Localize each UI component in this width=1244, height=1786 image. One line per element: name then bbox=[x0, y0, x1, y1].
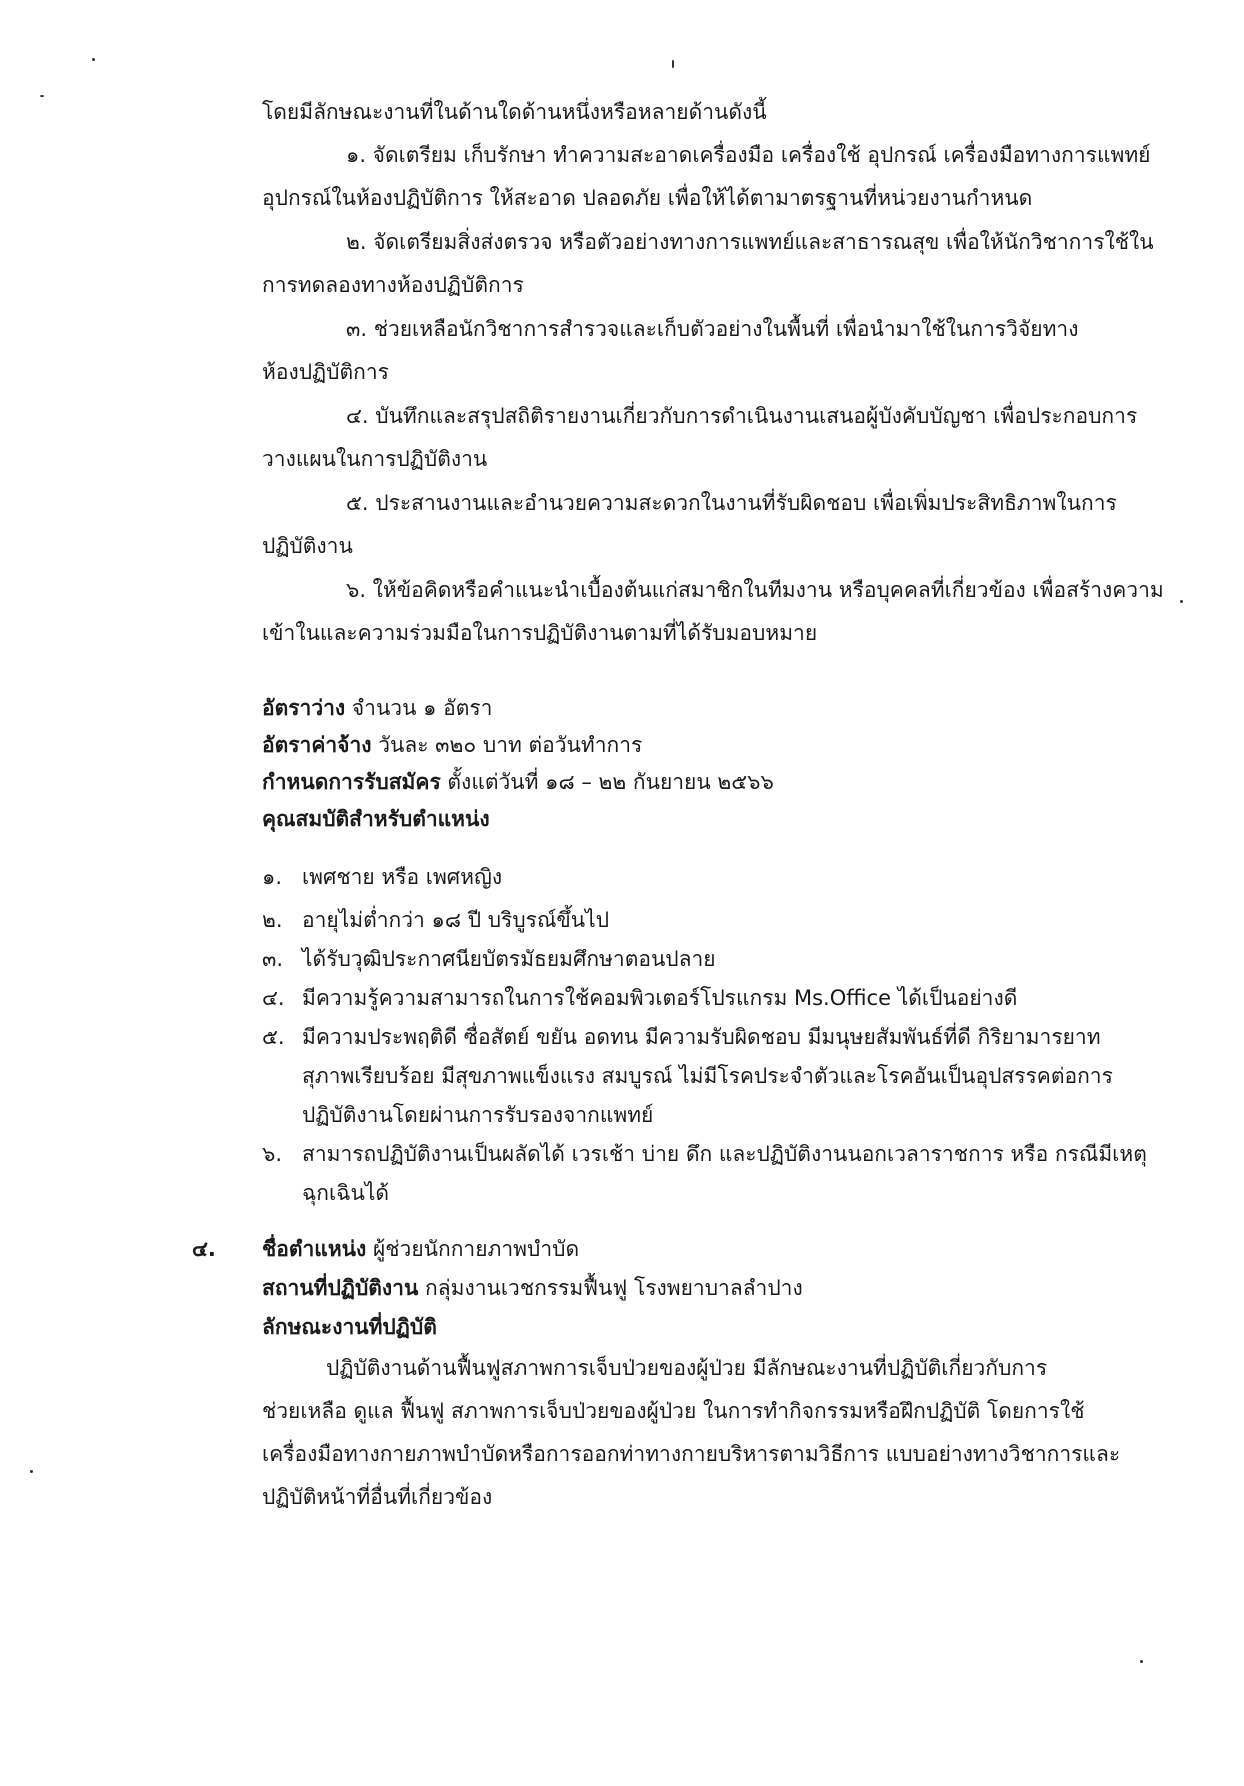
wage-value: วันละ ๓๒๐ บาท ต่อวันทำการ bbox=[378, 733, 643, 757]
duty-1-line-2: อุปกรณ์ในห้องปฏิบัติการ ให้สะอาด ปลอดภัย เพื่อให้ได้ตามาตรฐานที่หน่วยงานกำหนด bbox=[262, 186, 1033, 210]
qualification-4-text: มีความรู้ความสามารถในการใช้คอมพิวเตอร์โปรแกรม Ms.Office ได้เป็นอย่างดี bbox=[302, 986, 1018, 1010]
qualification-5-text-line-1: มีความประพฤติดี ซื่อสัตย์ ขยัน อดทน มีความรับผิดชอบ มีมนุษยสัมพันธ์ที่ดี กิริยามารยาท bbox=[302, 1025, 1101, 1049]
position-title-value: ผู้ช่วยนักกายภาพบำบัด bbox=[372, 1237, 580, 1261]
scan-speck bbox=[40, 95, 44, 97]
duty-4-line-2: วางแผนในการปฏิบัติงาน bbox=[262, 447, 488, 471]
position-title-label: ชื่อตำแหน่ง bbox=[262, 1237, 367, 1261]
duty-5-line-1: ๕. ประสานงานและอำนวยความสะดวกในงานที่รับผิดชอบ เพื่อเพิ่มประสิทธิภาพในการ bbox=[346, 491, 1117, 515]
duty-6-line-1: ๖. ให้ข้อคิดหรือคำแนะนำเบื้องต้นแก่สมาชิกในทีมงาน หรือบุคคลที่เกี่ยวข้อง เพื่อสร้างความ bbox=[346, 578, 1164, 602]
scan-speck bbox=[1180, 600, 1183, 603]
duty-4-line-1: ๔. บันทึกและสรุปสถิติรายงานเกี่ยวกับการดำเนินงานเสนอผู้บังคับบัญชา เพื่อประกอบการ bbox=[346, 404, 1138, 428]
wage-line bbox=[262, 730, 642, 760]
position-description-line-2: ช่วยเหลือ ดูแล ฟื้นฟู สภาพการเจ็บป่วยของผู้ป่วย ในการทำกิจกรรมหรือฝึกปฏิบัติ โดยการใช้ bbox=[262, 1399, 1085, 1423]
qualification-5-text-line-2: สุภาพเรียบร้อย มีสุขภาพแข็งแรง สมบูรณ์ ไม่มีโรคประจำตัวและโรคอันเป็นอุปสรรคต่อการ bbox=[302, 1064, 1113, 1088]
position-description-line-1: ปฏิบัติงานด้านฟื้นฟูสภาพการเจ็บป่วยของผู้ป่วย มีลักษณะงานที่ปฏิบัติเกี่ยวกับการ bbox=[326, 1356, 1048, 1380]
position-description-line-4: ปฏิบัติหน้าที่อื่นที่เกี่ยวข้อง bbox=[262, 1485, 493, 1509]
duty-3-line-1: ๓. ช่วยเหลือนักวิชาการสำรวจและเก็บตัวอย่างในพื้นที่ เพื่อนำมาใช้ในการวิจัยทาง bbox=[346, 317, 1079, 341]
qualification-4-num: ๔. bbox=[262, 986, 285, 1010]
position-title-line bbox=[262, 1234, 579, 1264]
scan-speck bbox=[672, 60, 674, 68]
application-period-line bbox=[262, 767, 774, 797]
qualification-6-num: ๖. bbox=[262, 1142, 283, 1166]
position-duties-heading: ลักษณะงานที่ปฏิบัติ bbox=[262, 1315, 437, 1339]
qualification-5-num: ๕. bbox=[262, 1025, 285, 1049]
position-location-line bbox=[262, 1273, 803, 1303]
qualification-5-text-line-3: ปฏิบัติงานโดยผ่านการรับรองจากแพทย์ bbox=[302, 1103, 654, 1127]
wage-label: อัตราค่าจ้าง bbox=[262, 733, 372, 757]
intro-line: โดยมีลักษณะงานที่ในด้านใดด้านหนึ่งหรือหลายด้านดังนี้ bbox=[262, 100, 767, 124]
scan-speck bbox=[92, 58, 95, 61]
qualification-3-text: ได้รับวุฒิประกาศนียบัตรมัธยมศึกษาตอนปลาย bbox=[302, 947, 716, 971]
qualification-2-num: ๒. bbox=[262, 908, 283, 932]
scan-speck bbox=[1140, 1660, 1143, 1663]
application-period-value: ตั้งแต่วันที่ ๑๘ – ๒๒ กันยายน ๒๕๖๖ bbox=[447, 770, 774, 794]
qualification-2-text: อายุไม่ต่ำกว่า ๑๘ ปี บริบูรณ์ขึ้นไป bbox=[302, 908, 610, 932]
position-location-value: กลุ่มงานเวชกรรมฟื้นฟู โรงพยาบาลลำปาง bbox=[425, 1276, 803, 1300]
qualifications-heading: คุณสมบัติสำหรับตำแหน่ง bbox=[262, 807, 490, 831]
position-location-label: สถานที่ปฏิบัติงาน bbox=[262, 1276, 419, 1300]
vacancy-value: จำนวน ๑ อัตรา bbox=[351, 696, 493, 720]
duty-2-line-1: ๒. จัดเตรียมสิ่งส่งตรวจ หรือตัวอย่างทางการแพทย์และสาธารณสุข เพื่อให้นักวิชาการใช้ใน bbox=[346, 230, 1154, 254]
scan-speck bbox=[30, 1470, 33, 1473]
application-period-label: กำหนดการรับสมัคร bbox=[262, 770, 441, 794]
qualification-3-num: ๓. bbox=[262, 947, 284, 971]
qualification-1-text: เพศชาย หรือ เพศหญิง bbox=[302, 865, 503, 889]
position-description-line-3: เครื่องมือทางกายภาพบำบัดหรือการออกท่าทางกายบริหารตามวิธีการ แบบอย่างทางวิชาการและ bbox=[262, 1442, 1121, 1466]
vacancy-line bbox=[262, 693, 492, 723]
vacancy-label: อัตราว่าง bbox=[262, 696, 346, 720]
duty-5-line-2: ปฏิบัติงาน bbox=[262, 534, 353, 558]
duty-1-line-1: ๑. จัดเตรียม เก็บรักษา ทำความสะอาดเครื่องมือ เครื่องใช้ อุปกรณ์ เครื่องมือทางการแพทย์ bbox=[346, 143, 1151, 167]
qualification-6-text-line-2: ฉุกเฉินได้ bbox=[302, 1181, 390, 1205]
qualification-1-num: ๑. bbox=[262, 865, 283, 889]
duty-3-line-2: ห้องปฏิบัติการ bbox=[262, 360, 389, 384]
duty-6-line-2: เข้าในและความร่วมมือในการปฏิบัติงานตามที่ได้รับมอบหมาย bbox=[262, 621, 818, 645]
duty-2-line-2: การทดลองทางห้องปฏิบัติการ bbox=[262, 273, 524, 297]
position-number: ๔. bbox=[192, 1237, 216, 1261]
qualification-6-text-line-1: สามารถปฏิบัติงานเป็นผลัดได้ เวรเช้า บ่าย ดึก และปฏิบัติงานนอกเวลาราชการ หรือ กรณีมีเหตุ bbox=[302, 1142, 1147, 1166]
